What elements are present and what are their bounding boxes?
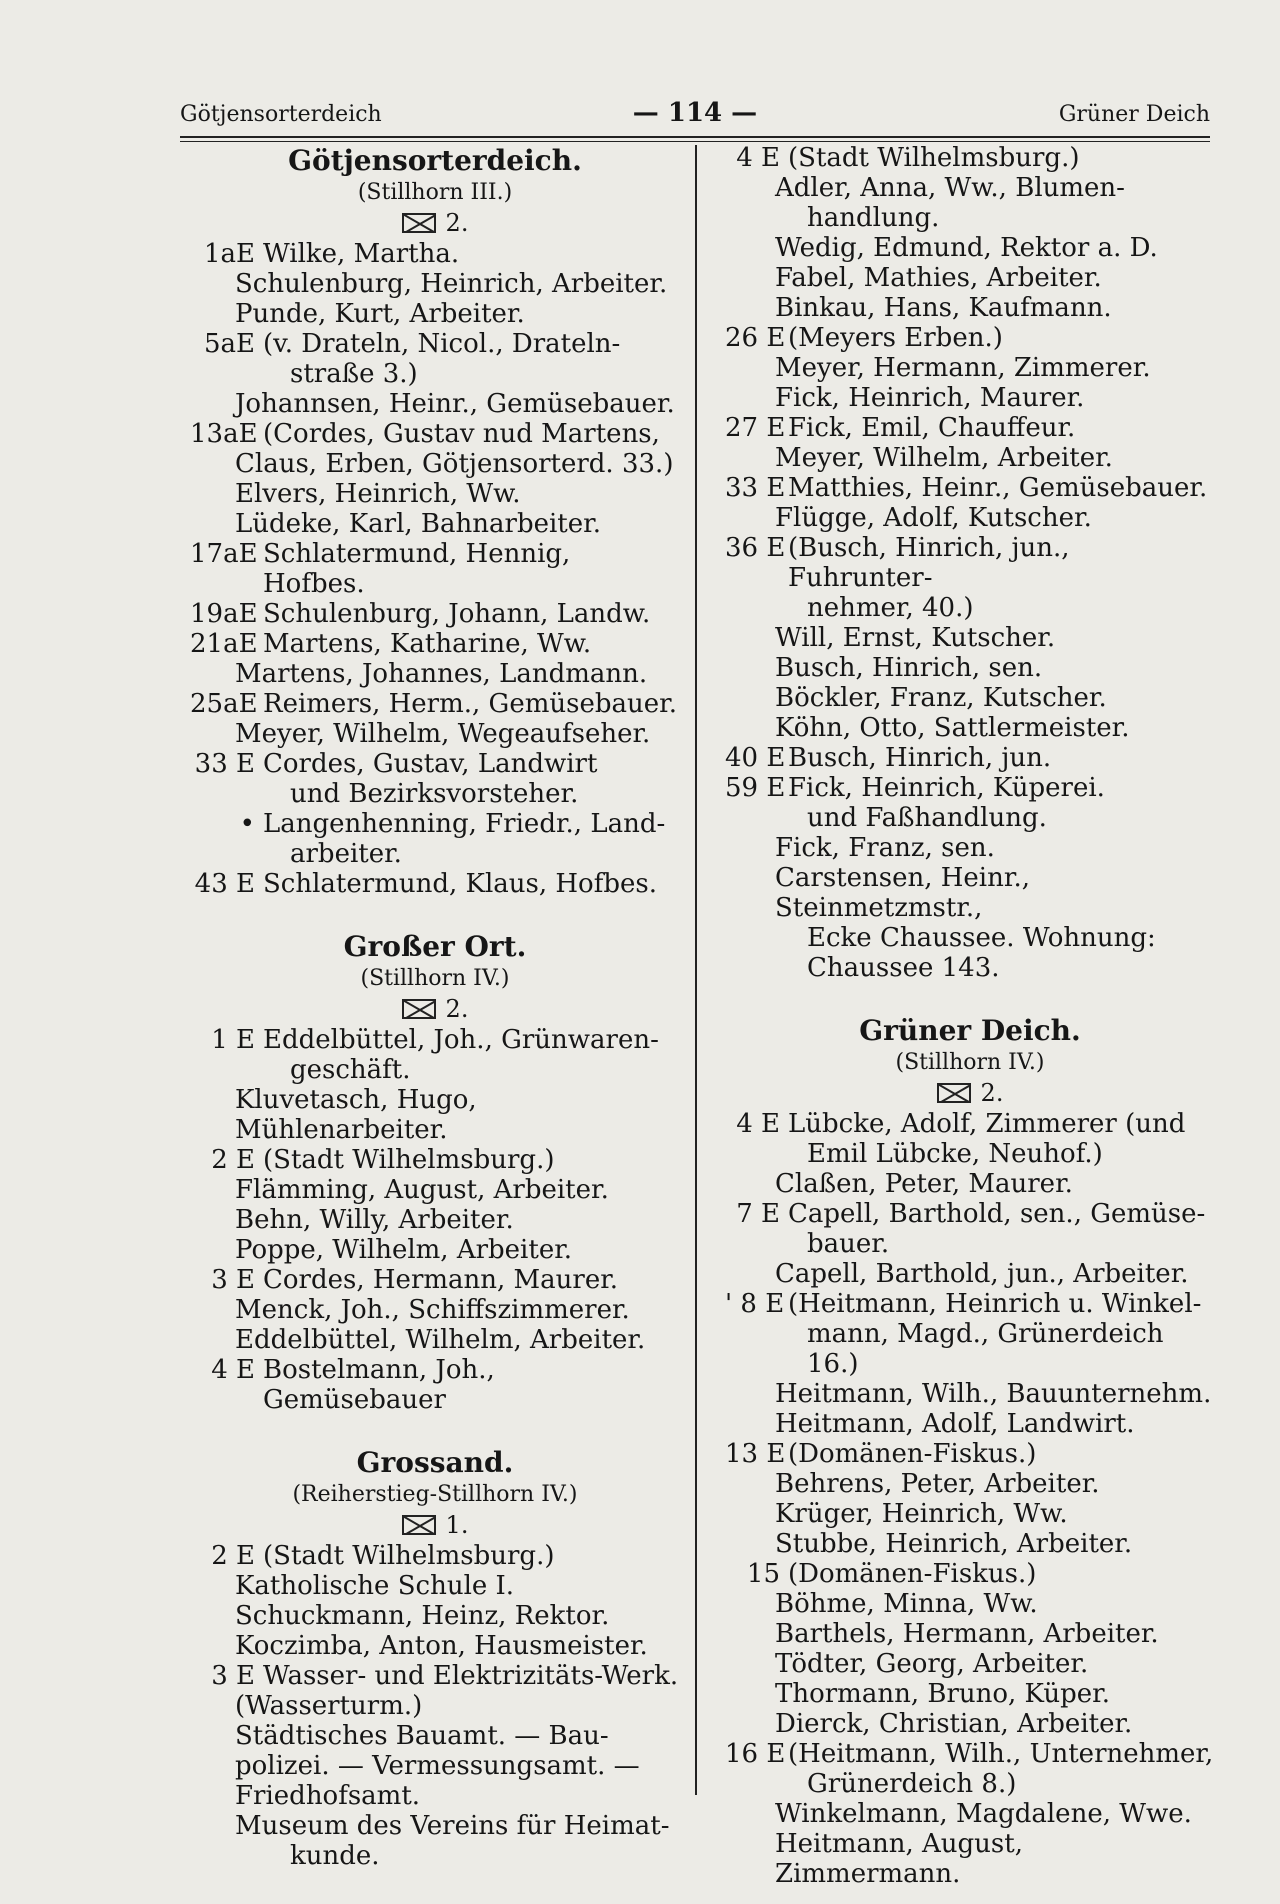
resident-line: Behrens, Peter, Arbeiter. (775, 1469, 1100, 1499)
resident-line: Barthels, Hermann, Arbeiter. (775, 1619, 1159, 1649)
house-number: • (239, 809, 255, 839)
entry-text: Capell, Barthold, sen., Gemüse- (788, 1199, 1206, 1229)
house-entry (725, 143, 1215, 173)
house-entry (725, 1199, 1215, 1229)
resident-line: Flämming, August, Arbeiter. (235, 1175, 609, 1205)
post-district (190, 207, 680, 239)
post-district (725, 1077, 1215, 1109)
house-entry (190, 599, 680, 629)
resident-line: Flügge, Adolf, Kutscher. (775, 503, 1092, 533)
resident-line: Martens, Johannes, Landmann. (235, 659, 648, 689)
resident-line: Thormann, Bruno, Küper. (775, 1679, 1111, 1709)
house-number: 33 E (194, 749, 255, 779)
page-number: — 114 — (632, 98, 758, 128)
house-number: 33 E (725, 473, 786, 503)
house-entry (190, 329, 680, 359)
header-rule (180, 136, 1210, 138)
continuation-line: und Faßhandlung. (807, 803, 1047, 833)
entry-text: Reimers, Herm., Gemüsebauer. (263, 689, 677, 719)
house-number: 59 E (725, 773, 786, 803)
resident-line: Lüdeke, Karl, Bahnarbeiter. (235, 509, 601, 539)
envelope-icon (402, 999, 436, 1019)
continuation-line: bauer. (807, 1229, 890, 1259)
resident-line: Dierck, Christian, Arbeiter. (775, 1709, 1133, 1739)
resident-line: Behn, Willy, Arbeiter. (235, 1205, 514, 1235)
header-left: Götjensorterdeich (180, 102, 382, 127)
resident-line: Krüger, Heinrich, Ww. (775, 1499, 1068, 1529)
entry-text: (v. Drateln, Nicol., Drateln- (263, 329, 621, 359)
district-subtitle: (Stillhorn IV.) (895, 1050, 1045, 1075)
house-entry (190, 1025, 680, 1055)
post-district-number: 1. (445, 1511, 469, 1539)
resident-line: Meyer, Wilhelm, Arbeiter. (775, 443, 1113, 473)
envelope-icon (402, 1515, 436, 1535)
house-number: 3 E (211, 1265, 255, 1295)
resident-line: Böhme, Minna, Ww. (775, 1589, 1038, 1619)
house-number: 4 E (211, 1355, 255, 1385)
entry-text: Busch, Hinrich, jun. (788, 743, 1052, 773)
header-rule-thin (180, 141, 1210, 142)
resident-line: Fick, Heinrich, Maurer. (775, 383, 1085, 413)
envelope-icon (937, 1083, 971, 1103)
continuation-line: geschäft. (290, 1055, 411, 1085)
resident-line: Böckler, Franz, Kutscher. (775, 683, 1107, 713)
house-number: 7 E (736, 1199, 780, 1229)
house-entry (190, 1661, 680, 1691)
house-entry (190, 689, 680, 719)
resident-line: Busch, Hinrich, sen. (775, 653, 1043, 683)
continuation-line: Grünerdeich 8.) (807, 1769, 1017, 1799)
resident-line: Menck, Joh., Schiffszimmerer. (235, 1295, 630, 1325)
resident-line: Städtisches Bauamt. — Bau- (235, 1721, 609, 1751)
house-number: 19aE (190, 599, 258, 629)
entry-text: (Domänen-Fiskus.) (788, 1439, 1037, 1469)
continuation-line: handlung. (807, 203, 940, 233)
house-entry (725, 323, 1215, 353)
entry-text: (Heitmann, Wilh., Unternehmer, (788, 1739, 1214, 1769)
house-number: 4 E (736, 1109, 780, 1139)
page-header (180, 98, 1210, 138)
street-title: Großer Ort. (343, 930, 527, 963)
resident-line: Heitmann, Wilh., Bauunternehm. (775, 1379, 1212, 1409)
resident-line: Köhn, Otto, Sattlermeister. (775, 713, 1130, 743)
house-number: 5aE (203, 329, 255, 359)
continuation-line: straße 3.) (290, 359, 418, 389)
resident-line: Winkelmann, Magdalene, Wwe. (775, 1799, 1192, 1829)
house-number: 2 E (211, 1145, 255, 1175)
entry-text: Martens, Katharine, Ww. (263, 629, 592, 659)
resident-line: Tödter, Georg, Arbeiter. (775, 1649, 1089, 1679)
district-subtitle: (Reiherstieg-Stillhorn IV.) (292, 1482, 578, 1507)
resident-line: Eddelbüttel, Wilhelm, Arbeiter. (235, 1325, 646, 1355)
column-divider (695, 145, 697, 1795)
entry-text: (Heitmann, Heinrich u. Winkel- (788, 1289, 1202, 1319)
resident-line: (Wasserturm.) (235, 1691, 423, 1721)
entry-text: (Cordes, Gustav nud Martens, (263, 419, 660, 449)
entry-text: Bostelmann, Joh., Gemüsebauer (263, 1355, 495, 1415)
entry-text: Wilke, Martha. (263, 239, 460, 269)
resident-line: Adler, Anna, Ww., Blumen- (775, 173, 1125, 203)
district-subtitle: (Stillhorn III.) (357, 180, 513, 205)
house-number: 13 E (725, 1439, 786, 1469)
resident-line: Fick, Franz, sen. (775, 833, 995, 863)
house-entry (190, 1355, 680, 1415)
continuation-line: Ecke Chaussee. Wohnung: (807, 923, 1156, 953)
street-title: Götjensorterdeich. (288, 144, 582, 177)
entry-text: Lübcke, Adolf, Zimmerer (und (788, 1109, 1186, 1139)
entry-text: Wasser- und Elektrizitäts-Werk. (263, 1661, 679, 1691)
house-entry (190, 1145, 680, 1175)
house-number: 1aE (203, 239, 255, 269)
post-district-number: 2. (445, 995, 469, 1023)
house-number: 21aE (190, 629, 258, 659)
resident-line: Friedhofsamt. (235, 1781, 421, 1811)
house-entry (725, 473, 1215, 503)
house-entry (190, 539, 680, 599)
resident-line: Will, Ernst, Kutscher. (775, 623, 1056, 653)
house-number: 17aE (190, 539, 258, 569)
continuation-line: arbeiter. (290, 839, 402, 869)
house-number: 15 (746, 1559, 780, 1589)
entry-text: Cordes, Gustav, Landwirt (263, 749, 598, 779)
resident-line: Schuckmann, Heinz, Rektor. (235, 1601, 610, 1631)
entry-text: (Stadt Wilhelmsburg.) (263, 1145, 555, 1175)
header-right: Grüner Deich (1058, 102, 1210, 127)
continuation-line: nehmer, 40.) (807, 593, 974, 623)
house-entry (725, 1439, 1215, 1469)
house-entry (725, 1289, 1215, 1319)
continuation-line: Emil Lübcke, Neuhof.) (807, 1139, 1103, 1169)
resident-line: Museum des Vereins für Heimat- (235, 1811, 670, 1841)
house-number: 13aE (190, 419, 258, 449)
resident-line: Heitmann, Adolf, Landwirt. (775, 1409, 1135, 1439)
resident-line: Kluvetasch, Hugo, Mühlenarbeiter. (235, 1085, 477, 1145)
resident-line: Wedig, Edmund, Rektor a. D. (775, 233, 1158, 263)
resident-line: Elvers, Heinrich, Ww. (235, 479, 521, 509)
house-entry (725, 1739, 1215, 1769)
resident-line: Claßen, Peter, Maurer. (775, 1169, 1073, 1199)
house-number: 43 E (194, 869, 255, 899)
street-title: Grossand. (356, 1446, 514, 1479)
house-number: ' 8 E (725, 1289, 785, 1319)
entry-text: (Busch, Hinrich, jun., Fuhrunter- (788, 533, 1070, 593)
resident-line: Stubbe, Heinrich, Arbeiter. (775, 1529, 1133, 1559)
house-number: 4 E (736, 143, 780, 173)
section-gap (190, 1415, 680, 1445)
entry-text: (Stadt Wilhelmsburg.) (788, 143, 1080, 173)
envelope-icon (402, 213, 436, 233)
house-number: 2 E (211, 1541, 255, 1571)
house-entry (190, 1541, 680, 1571)
resident-line: Poppe, Wilhelm, Arbeiter. (235, 1235, 573, 1265)
resident-line: Fabel, Mathies, Arbeiter. (775, 263, 1102, 293)
house-number: 16 E (725, 1739, 786, 1769)
entry-text: Schlatermund, Hennig, Hofbes. (263, 539, 571, 599)
house-entry (725, 1559, 1215, 1589)
entry-text: Eddelbüttel, Joh., Grünwaren- (263, 1025, 659, 1055)
house-number: 1 E (211, 1025, 255, 1055)
resident-line: Claus, Erben, Götjensorterd. 33.) (235, 449, 674, 479)
resident-line: Meyer, Wilhelm, Wegeaufseher. (235, 719, 651, 749)
entry-text: Langenhenning, Friedr., Land- (263, 809, 666, 839)
resident-line: polizei. — Vermessungsamt. — (235, 1751, 640, 1781)
house-number: 25aE (190, 689, 258, 719)
house-entry (725, 533, 1215, 593)
resident-line: Johannsen, Heinr., Gemüsebauer. (235, 389, 675, 419)
house-number: 36 E (725, 533, 786, 563)
entry-text: Schulenburg, Johann, Landw. (263, 599, 651, 629)
section-gap (725, 983, 1215, 1013)
resident-line: Punde, Kurt, Arbeiter. (235, 299, 525, 329)
house-entry (190, 419, 680, 449)
house-number: 26 E (725, 323, 786, 353)
entry-text: (Meyers Erben.) (788, 323, 1003, 353)
resident-line: Katholische Schule I. (235, 1571, 515, 1601)
post-district (190, 1509, 680, 1541)
resident-line: Koczimba, Anton, Hausmeister. (235, 1631, 648, 1661)
house-entry (190, 809, 680, 839)
entry-text: Cordes, Hermann, Maurer. (263, 1265, 619, 1295)
left-column (190, 143, 680, 1871)
continuation-line: und Bezirksvorsteher. (290, 779, 579, 809)
continuation-line: Chaussee 143. (807, 953, 1000, 983)
house-entry (190, 1265, 680, 1295)
house-entry (190, 869, 680, 899)
continuation-line: mann, Magd., Grünerdeich 16.) (807, 1319, 1164, 1379)
entry-text: Schlatermund, Klaus, Hofbes. (263, 869, 657, 899)
entry-text: (Stadt Wilhelmsburg.) (263, 1541, 555, 1571)
district-subtitle: (Stillhorn IV.) (360, 966, 510, 991)
post-district-number: 2. (445, 209, 469, 237)
house-entry (190, 239, 680, 269)
house-entry (725, 743, 1215, 773)
house-entry (190, 629, 680, 659)
house-number: 3 E (211, 1661, 255, 1691)
right-column (725, 143, 1215, 1889)
entry-text: Matthies, Heinr., Gemüsebauer. (788, 473, 1208, 503)
house-entry (725, 773, 1215, 803)
resident-line: Binkau, Hans, Kaufmann. (775, 293, 1112, 323)
resident-line: Heitmann, August, Zimmermann. (775, 1829, 1023, 1889)
post-district (190, 993, 680, 1025)
section-gap (190, 899, 680, 929)
house-entry (190, 749, 680, 779)
house-number: 27 E (725, 413, 786, 443)
street-title: Grüner Deich. (859, 1014, 1081, 1047)
house-entry (725, 413, 1215, 443)
post-district-number: 2. (980, 1079, 1004, 1107)
entry-text: (Domänen-Fiskus.) (788, 1559, 1037, 1589)
resident-line: Meyer, Hermann, Zimmerer. (775, 353, 1151, 383)
continuation-line: kunde. (290, 1841, 380, 1871)
entry-text: Fick, Emil, Chauffeur. (788, 413, 1076, 443)
entry-text: Fick, Heinrich, Küperei. (788, 773, 1105, 803)
house-number: 40 E (725, 743, 786, 773)
resident-line: Carstensen, Heinr., Steinmetzmstr., (775, 863, 1030, 923)
resident-line: Schulenburg, Heinrich, Arbeiter. (235, 269, 668, 299)
resident-line: Capell, Barthold, jun., Arbeiter. (775, 1259, 1189, 1289)
house-entry (725, 1109, 1215, 1139)
